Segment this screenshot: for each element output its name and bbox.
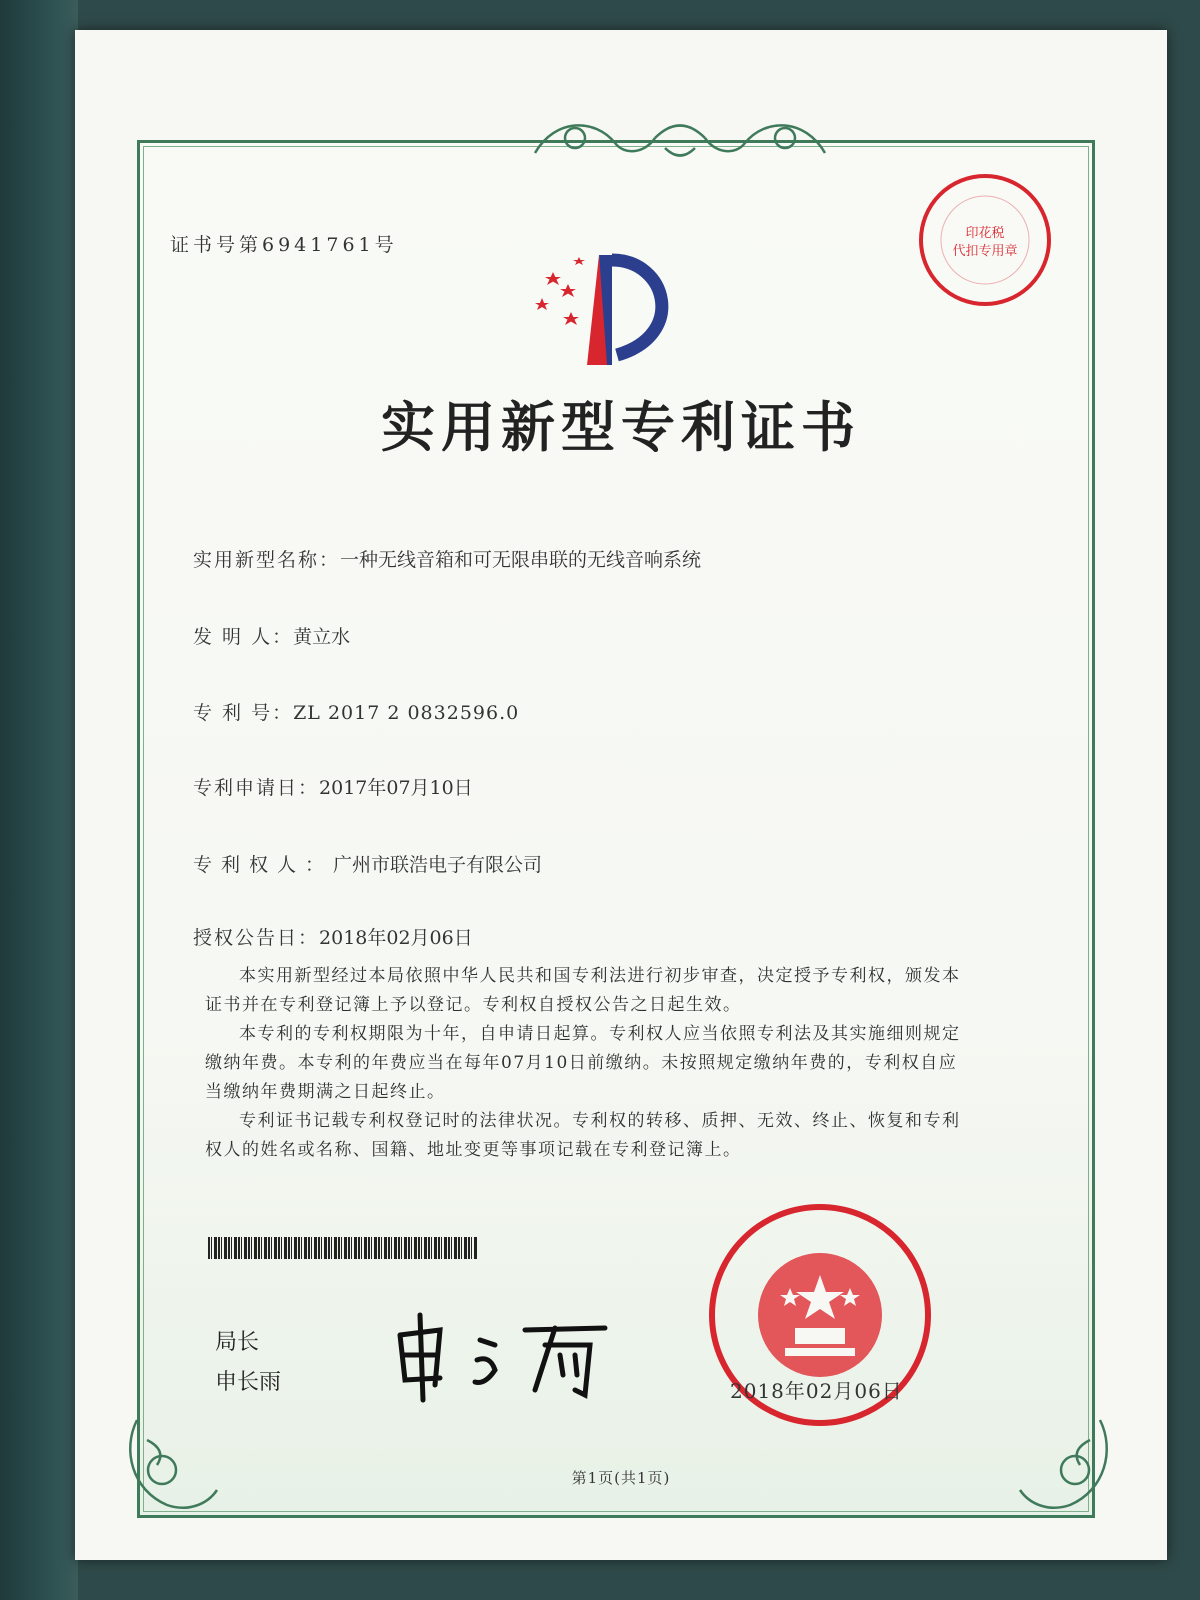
svg-text:印花税: 印花税	[965, 226, 1005, 241]
director-signature	[385, 1300, 615, 1410]
field-value: 黄立水	[293, 626, 351, 648]
body-paragraph: 专利证书记载专利权登记时的法律状况。专利权的转移、质押、无效、终止、恢复和专利权人的姓名或名称、国籍、地址变更等事项记载在专利登记簿上。	[205, 1111, 961, 1160]
binder-edge	[0, 0, 78, 1600]
certificate-title: 实用新型专利证书	[381, 395, 861, 459]
field-label: 发 明 人：	[193, 626, 294, 648]
body-paragraph: 本实用新型经过本局依照中华人民共和国专利法进行初步审查，决定授予专利权，颁发本证书并在专利登记簿上予以登记。专利权自授权公告之日起生效。	[205, 966, 961, 1015]
field-grant-date	[193, 923, 473, 950]
top-ornament	[515, 108, 845, 168]
bottom-right-ornament	[1010, 1410, 1120, 1520]
field-label: 授权公告日：	[193, 927, 320, 949]
field-label: 专利申请日：	[193, 777, 320, 799]
director-title: 局长	[215, 1330, 260, 1355]
certificate-number: 证书号第6941761号	[170, 234, 398, 256]
page-number: 第1页(共1页)	[571, 1469, 671, 1487]
director-name: 申长雨	[215, 1370, 282, 1395]
field-utility-model-name	[193, 545, 701, 572]
field-value: 广州市联浩电子有限公司	[333, 854, 543, 876]
barcode	[208, 1237, 478, 1259]
field-value: 2017年07月10日	[319, 777, 473, 799]
field-label: 专 利 号：	[193, 702, 294, 724]
certificate-page	[75, 30, 1167, 1560]
field-patent-number	[193, 698, 519, 725]
certificate-body-text	[205, 962, 975, 1165]
bottom-left-ornament	[117, 1410, 227, 1520]
body-paragraph: 本专利的专利权期限为十年，自申请日起算。专利权人应当依照专利法及其实施细则规定缴纳年费。本专利的年费应当在每年07月10日前缴纳。未按照规定缴纳年费的，专利权自应当缴纳年费期满之日起终止。	[205, 1024, 961, 1102]
field-value: 2018年02月06日	[319, 927, 473, 949]
patent-office-emblem	[517, 215, 682, 380]
field-filing-date	[193, 773, 473, 800]
field-value: 一种无线音箱和可无限串联的无线音响系统	[340, 549, 702, 571]
svg-text:代扣专用章: 代扣专用章	[952, 244, 1018, 259]
tax-stamp-seal	[915, 170, 1055, 310]
field-label: 实用新型名称：	[193, 549, 341, 571]
field-value: ZL 2017 2 0832596.0	[293, 702, 520, 724]
seal-date: 2018年02月06日	[730, 1379, 903, 1403]
field-inventor	[193, 622, 350, 649]
field-label: 专利权人：	[193, 854, 334, 876]
field-patentee	[193, 850, 542, 877]
